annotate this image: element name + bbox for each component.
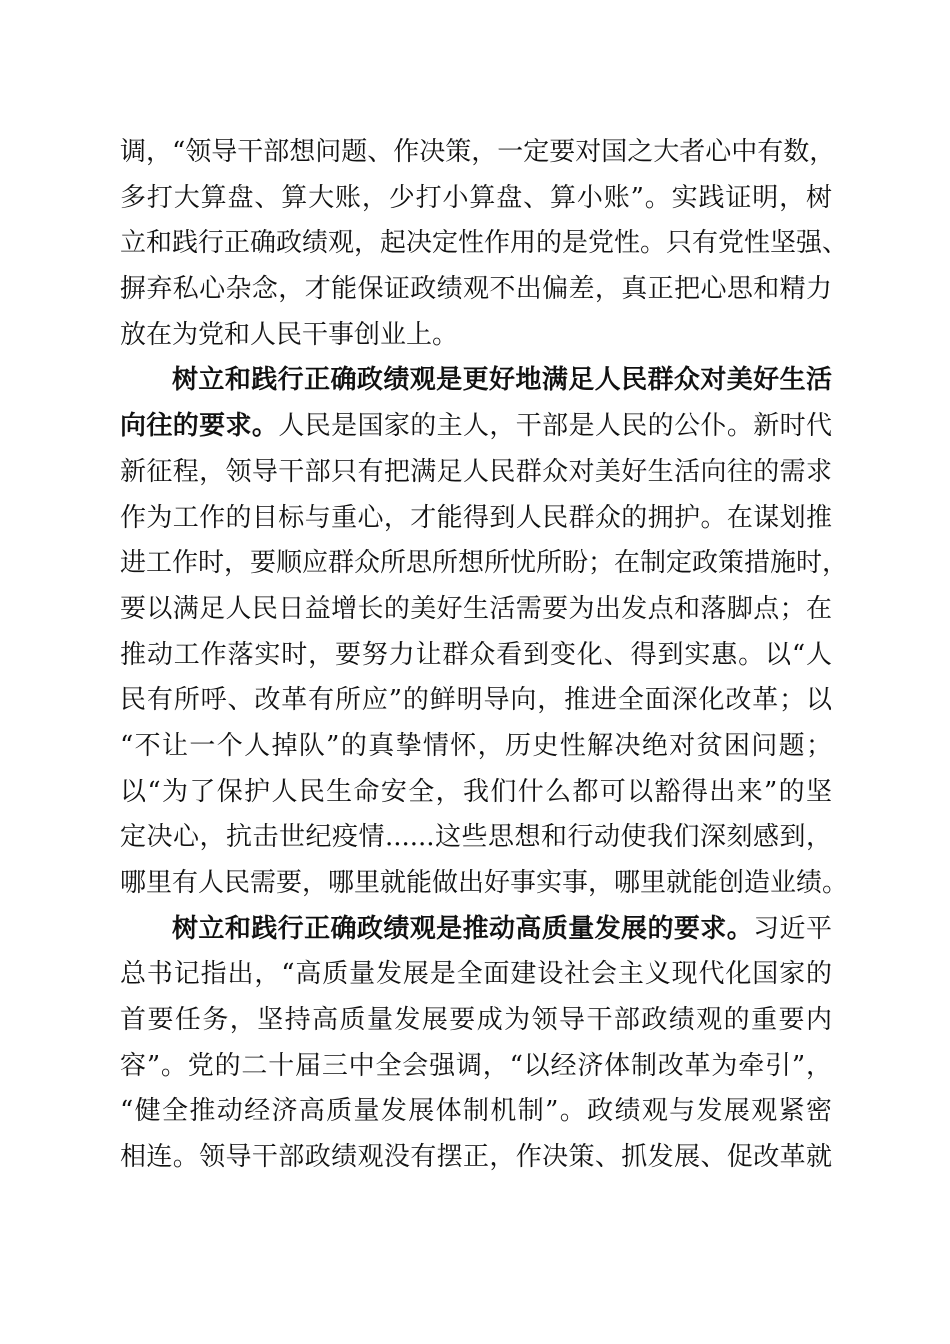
- body-text: “不让一个人掉队”的真挚情怀，历史性解决绝对贫困问题；: [120, 730, 832, 761]
- text-line: [120, 267, 832, 313]
- text-line: [120, 678, 832, 724]
- text-line: [120, 633, 832, 679]
- body-text: 进工作时，要顺应群众所思所想所忧所盼；在制定政策措施时，: [120, 548, 849, 579]
- text-line: [120, 450, 832, 496]
- text-line: [120, 907, 832, 953]
- text-line: [120, 952, 832, 998]
- article-body: [120, 130, 849, 1181]
- body-text: 多打大算盘、算大账，少打小算盘、算小账”。实践证明，树: [120, 182, 832, 213]
- body-text: 哪里有人民需要，哪里就能做出好事实事，哪里就能创造业绩。: [120, 868, 849, 898]
- body-text: 总书记指出，“高质量发展是全面建设社会主义现代化国家的: [120, 959, 832, 990]
- body-text: 放在为党和人民干事创业上。: [120, 319, 459, 350]
- body-text: 要以满足人民日益增长的美好生活需要为出发点和落脚点；在: [120, 593, 832, 624]
- body-text: 摒弃私心杂念，才能保证政绩观不出偏差，真正把心思和精力: [120, 274, 832, 305]
- bold-lead-sentence: 树立和践行正确政绩观是推动高质量发展的要求。: [172, 913, 754, 944]
- text-line: [120, 130, 836, 176]
- body-text: 首要任务，坚持高质量发展要成为领导干部政绩观的重要内: [120, 1005, 832, 1036]
- body-text: 习近平: [753, 913, 832, 944]
- body-text: 推动工作落实时，要努力让群众看到变化、得到实惠。以“人: [120, 639, 832, 670]
- text-line: [120, 1044, 832, 1090]
- body-text: 定决心，抗击世纪疫情......这些思想和行动使我们深刻感到，: [120, 822, 832, 853]
- bold-lead-sentence: 树立和践行正确政绩观是更好地满足人民群众对美好生活: [172, 365, 832, 396]
- text-line: [120, 998, 832, 1044]
- body-text: 民有所呼、改革有所应”的鲜明导向，推进全面深化改革；以: [120, 685, 832, 716]
- text-line: [120, 541, 849, 587]
- text-line: [120, 587, 832, 633]
- body-text: 立和践行正确政绩观，起决定性作用的是党性。只有党性坚强、: [120, 228, 849, 259]
- body-text: 以“为了保护人民生命安全，我们什么都可以豁得出来”的坚: [120, 776, 832, 807]
- text-line: [120, 815, 832, 861]
- text-line: [120, 313, 832, 359]
- text-line: [120, 770, 832, 816]
- body-text: 调，“领导干部想问题、作决策，一定要对国之大者心中有数，: [120, 137, 836, 167]
- bold-lead-sentence: 向往的要求。: [120, 411, 279, 442]
- text-line: [120, 724, 832, 770]
- text-line: [120, 1089, 832, 1135]
- text-line: [120, 1135, 832, 1181]
- text-line: [120, 496, 832, 542]
- body-text: 人民是国家的主人，干部是人民的公仆。新时代: [278, 411, 832, 442]
- body-text: 新征程，领导干部只有把满足人民群众对美好生活向往的需求: [120, 456, 832, 487]
- body-text: “健全推动经济高质量发展体制机制”。政绩观与发展观紧密: [120, 1096, 832, 1127]
- body-text: 容”。党的二十届三中全会强调，“以经济体制改革为牵引”，: [120, 1050, 832, 1081]
- text-line: [120, 358, 832, 404]
- text-line: [120, 176, 832, 222]
- text-line: [120, 404, 832, 450]
- body-text: 相连。领导干部政绩观没有摆正，作决策、抓发展、促改革就: [120, 1142, 832, 1173]
- body-text: 作为工作的目标与重心，才能得到人民群众的拥护。在谋划推: [120, 502, 832, 533]
- text-line: [120, 221, 849, 267]
- text-line: [120, 861, 849, 907]
